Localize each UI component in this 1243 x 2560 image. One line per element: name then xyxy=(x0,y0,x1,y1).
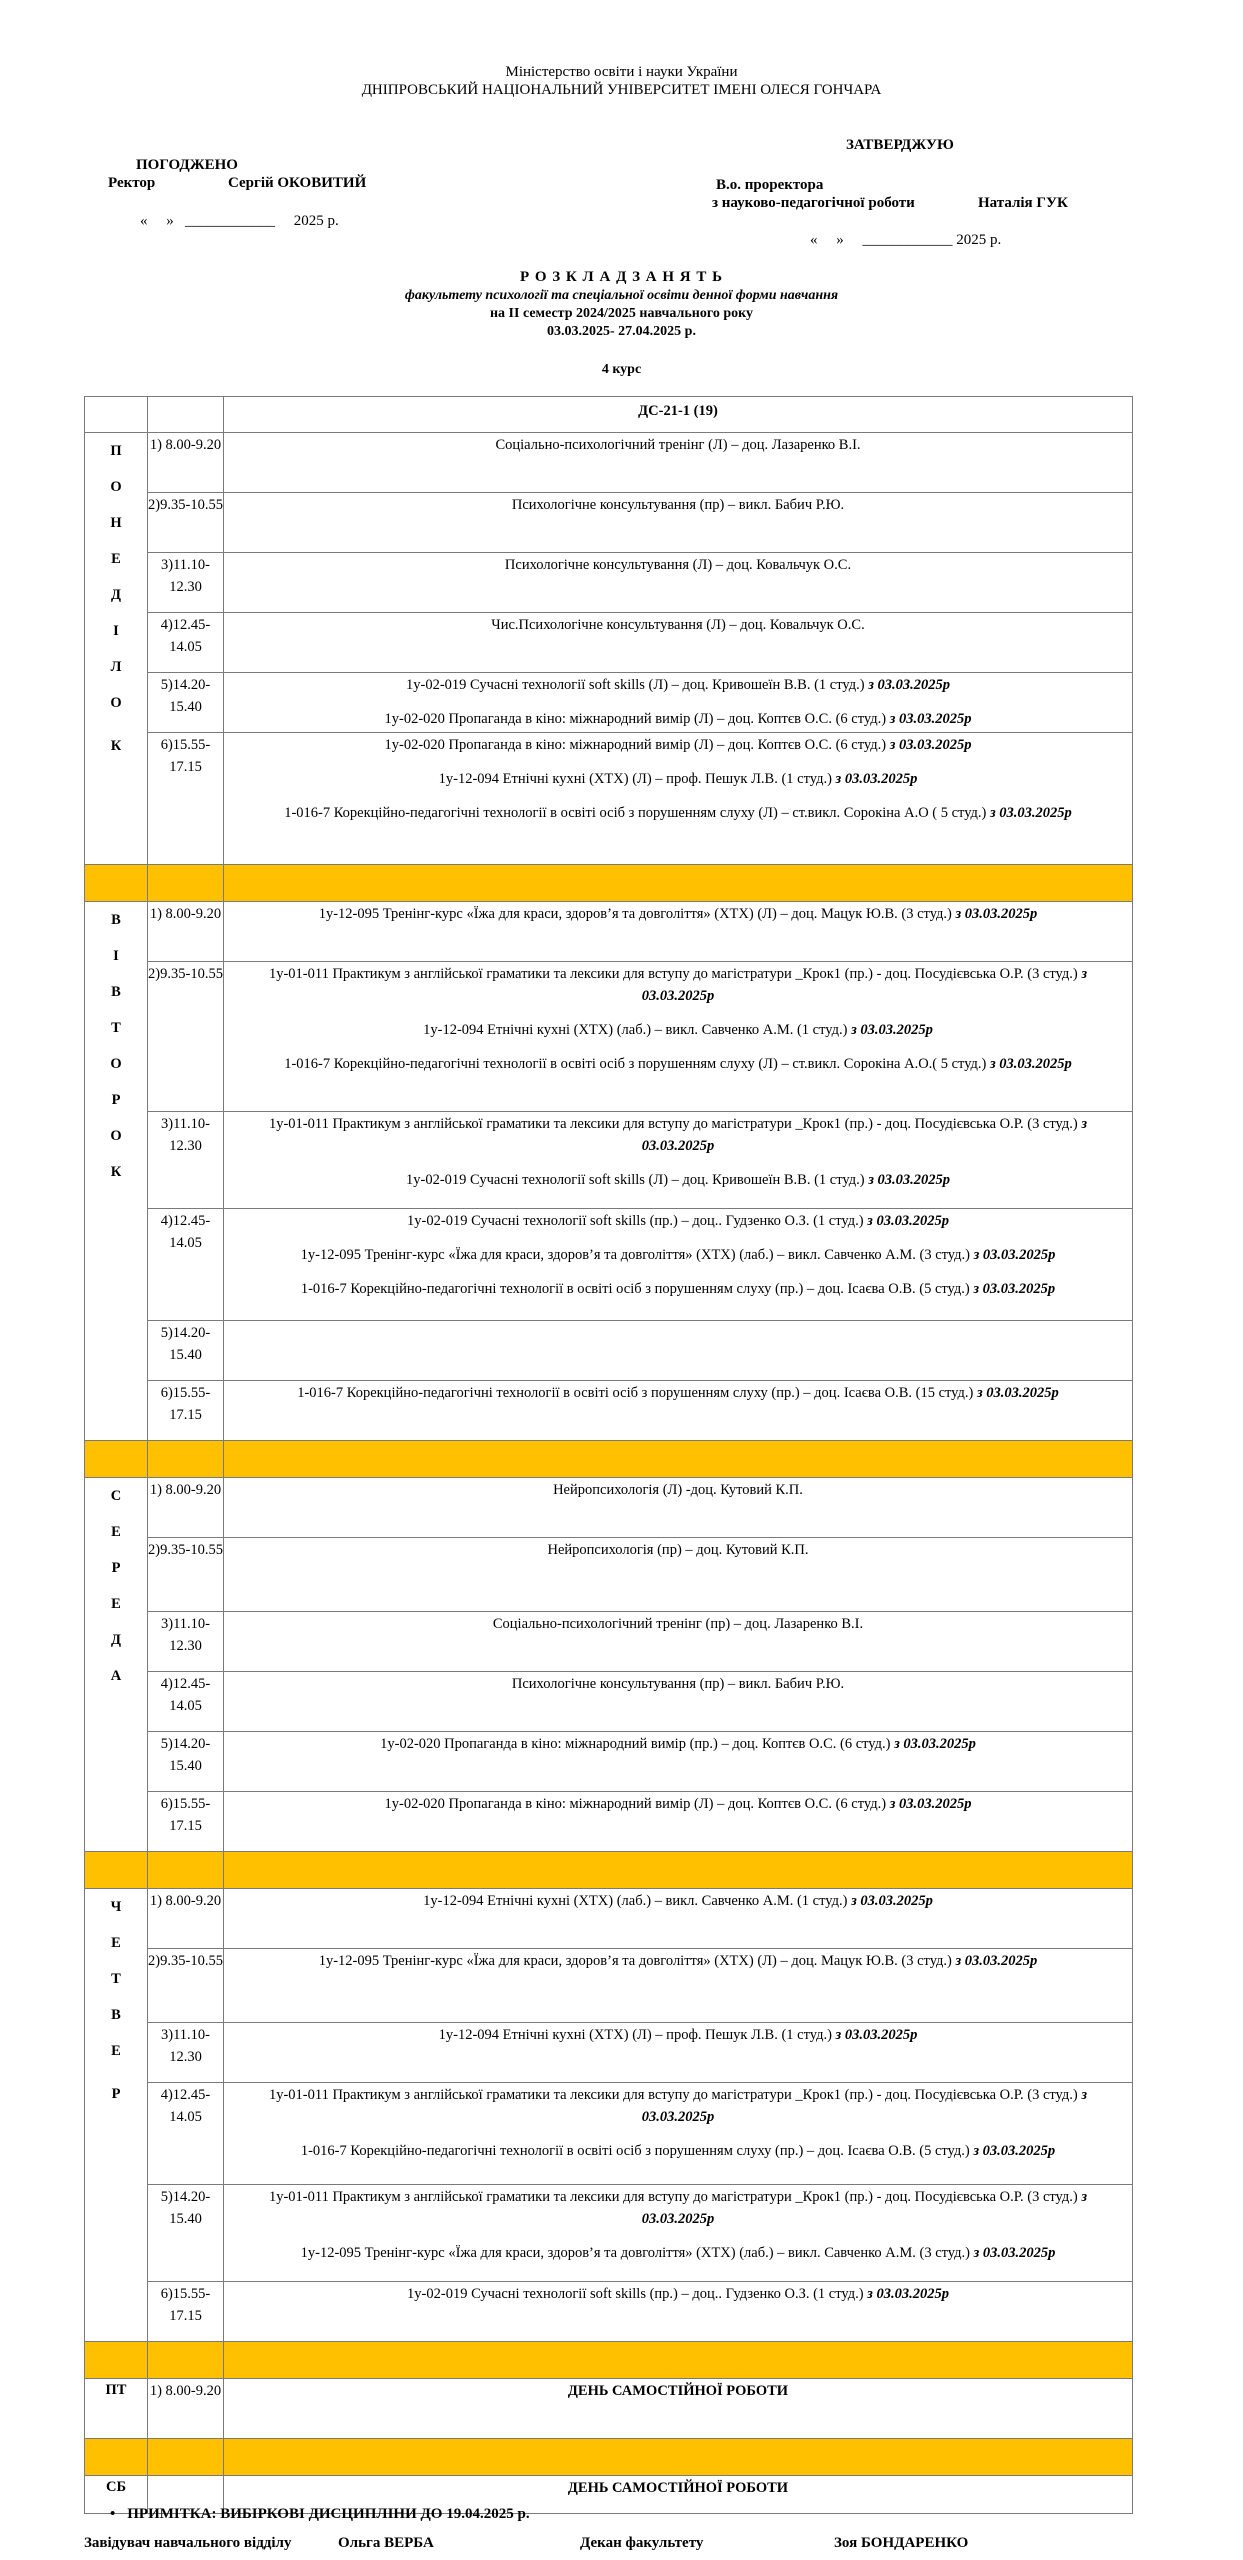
time-cell: 6)15.55-17.15 xyxy=(148,733,224,865)
table-row xyxy=(85,1732,1133,1792)
class-text: 1-016-7 Корекційно-педагогічні технології в освіті осіб з порушенням слуху (Л) – ст.викл. Сорокіна А.О.( 5 студ.) xyxy=(284,1056,991,1072)
class-entry xyxy=(236,1539,1120,1561)
day-letter: Е xyxy=(111,551,121,567)
class-date: з 03.03.2025р xyxy=(889,711,972,727)
time-cell: 1) 8.00-9.20 xyxy=(148,433,224,493)
separator-cell xyxy=(148,1852,224,1889)
table-row xyxy=(85,1612,1133,1672)
approval-right-name: Наталія ГУК xyxy=(978,195,1068,211)
class-text: Соціально-психологічний тренінг (пр) – доц. Лазаренко В.І. xyxy=(492,1616,864,1632)
class-date: з 03.03.2025р xyxy=(955,1953,1038,1969)
day-cell xyxy=(85,902,148,1441)
time-cell: 1) 8.00-9.20 xyxy=(148,1478,224,1538)
class-date: з 03.03.2025р xyxy=(641,2087,1088,2125)
class-date: з 03.03.2025р xyxy=(990,1056,1072,1072)
day-separator-row xyxy=(85,2342,1133,2379)
header-day-cell xyxy=(85,397,148,433)
ministry-line: Міністерство освіти і науки України xyxy=(505,64,738,80)
class-date: з 03.03.2025р xyxy=(894,1736,976,1752)
class-cell xyxy=(224,1209,1133,1321)
day-letter: В xyxy=(111,912,121,928)
day-letter: О xyxy=(110,1056,122,1072)
time-cell: 3)11.10-12.30 xyxy=(148,1112,224,1209)
class-date: з 03.03.2025р xyxy=(955,906,1038,922)
class-entry xyxy=(236,708,1120,730)
class-entry xyxy=(236,2380,1120,2402)
class-date: з 03.03.2025р xyxy=(889,1796,972,1812)
note xyxy=(110,2506,530,2523)
class-entry xyxy=(236,2024,1120,2046)
class-date: з 03.03.2025р xyxy=(973,2245,1056,2261)
class-text: 1у-02-020 Пропаганда в кіно: міжнародний вимір (Л) – доц. Коптєв О.С. (6 студ.) xyxy=(384,1796,890,1812)
approval-right-role2: з науково-педагогічної роботи xyxy=(712,195,915,211)
table-row xyxy=(85,1209,1133,1321)
class-date: з 03.03.2025р xyxy=(973,2143,1056,2159)
approval-left-role: Ректор xyxy=(108,175,156,191)
time-cell: 5)14.20-15.40 xyxy=(148,1732,224,1792)
class-date: з 03.03.2025р xyxy=(641,2189,1088,2227)
class-text: 1у-01-011 Практикум з англійської граматики та лексики для вступу до магістратури _Крок1 (пр.) - доц. Посудієвська О.Р. (3 студ.) xyxy=(268,1116,1082,1132)
class-entry xyxy=(236,1733,1120,1755)
day-letter: Д xyxy=(111,587,121,603)
class-cell xyxy=(224,2023,1133,2083)
class-text: 1-016-7 Корекційно-педагогічні технології в освіті осіб з порушенням слуху (пр.) – доц. Ісаєва О.В. (5 студ.) xyxy=(300,2143,974,2159)
class-cell xyxy=(224,733,1133,865)
day-letters xyxy=(85,1478,147,1694)
class-text: 1-016-7 Корекційно-педагогічні технології в освіті осіб з порушенням слуху (пр.) – доц. Ісаєва О.В. (15 студ.) xyxy=(297,1385,977,1401)
class-cell xyxy=(224,2379,1133,2439)
footer-role-left: Завідувач навчального відділу xyxy=(84,2535,292,2551)
class-cell xyxy=(224,1612,1133,1672)
class-cell xyxy=(224,673,1133,733)
day-letter: Р xyxy=(111,1092,121,1108)
separator-cell xyxy=(148,1441,224,1478)
class-date: з 03.03.2025р xyxy=(641,966,1088,1004)
class-entry xyxy=(236,1053,1120,1075)
table-row xyxy=(85,2379,1133,2439)
day-letter: Д xyxy=(111,1632,121,1648)
day-separator-row xyxy=(85,1441,1133,1478)
class-entry xyxy=(236,494,1120,516)
schedule-faculty: факультету психології та спеціальної освіти денної форми навчання xyxy=(404,288,839,303)
time-cell: 3)11.10-12.30 xyxy=(148,553,224,613)
separator-cell xyxy=(148,2342,224,2379)
table-row xyxy=(85,2185,1133,2282)
class-entry xyxy=(236,1113,1120,1157)
class-text: Чис.Психологічне консультування (Л) – доц. Ковальчук О.С. xyxy=(491,617,865,633)
day-letter: Е xyxy=(111,1596,121,1612)
class-entry xyxy=(236,1793,1120,1815)
day-letter: Т xyxy=(111,1020,121,1036)
class-entry xyxy=(236,734,1120,756)
table-row xyxy=(85,1478,1133,1538)
class-text: 1у-12-094 Етнічні кухні (ХТХ) (Л) – проф. Пешук Л.В. (1 студ.) xyxy=(438,2027,836,2043)
class-date: з 03.03.2025р xyxy=(867,1213,949,1229)
day-separator-row xyxy=(85,1852,1133,1889)
approval-left-title: ПОГОДЖЕНО xyxy=(136,157,238,173)
class-cell xyxy=(224,2185,1133,2282)
time-cell: 4)12.45-14.05 xyxy=(148,2083,224,2185)
table-row xyxy=(85,553,1133,613)
class-entry xyxy=(236,614,1120,636)
class-date: з 03.03.2025р xyxy=(835,771,918,787)
day-letters xyxy=(85,2379,147,2401)
class-cell xyxy=(224,1381,1133,1441)
approval-left-date: « » ____________ 2025 р. xyxy=(140,213,339,229)
bullet-icon: • xyxy=(110,2506,116,2522)
day-separator-row xyxy=(85,865,1133,902)
separator-cell xyxy=(224,2439,1133,2476)
day-letter: Е xyxy=(111,2043,121,2059)
class-date: з 03.03.2025р xyxy=(835,2027,918,2043)
class-entry xyxy=(236,2140,1120,2162)
class-entry xyxy=(236,2283,1120,2305)
class-cell xyxy=(224,1321,1133,1381)
day-letter: К xyxy=(110,738,122,754)
class-entry xyxy=(236,554,1120,576)
day-letter: І xyxy=(113,948,119,964)
day-letter: А xyxy=(110,1668,122,1684)
separator-cell xyxy=(85,2342,148,2379)
table-row xyxy=(85,2282,1133,2342)
class-entry xyxy=(236,1019,1120,1041)
class-date: з 03.03.2025р xyxy=(867,2286,949,2302)
class-text: Нейропсихологія (Л) -доц. Кутовий К.П. xyxy=(553,1482,803,1498)
table-row xyxy=(85,1381,1133,1441)
day-letters xyxy=(85,2476,147,2498)
separator-cell xyxy=(148,2439,224,2476)
class-entry xyxy=(236,903,1120,925)
class-cell xyxy=(224,2083,1133,2185)
day-letter: К xyxy=(110,1164,122,1180)
separator-cell xyxy=(224,1852,1133,1889)
header-time-cell xyxy=(148,397,224,433)
day-letter: Н xyxy=(110,515,122,531)
class-text: 1у-12-094 Етнічні кухні (ХТХ) (лаб.) – викл. Савченко А.М. (1 студ.) xyxy=(423,1022,852,1038)
class-cell xyxy=(224,1538,1133,1612)
time-cell: 5)14.20-15.40 xyxy=(148,673,224,733)
class-entry xyxy=(236,1244,1120,1266)
day-letter: ПТ xyxy=(105,2382,127,2398)
class-entry xyxy=(236,802,1120,824)
table-row xyxy=(85,1889,1133,1949)
class-text: ДЕНЬ САМОСТІЙНОЇ РОБОТИ xyxy=(567,2480,789,2496)
separator-cell xyxy=(85,2439,148,2476)
class-text: 1-016-7 Корекційно-педагогічні технології в освіті осіб з порушенням слуху (Л) – ст.викл. Сорокіна А.О ( 5 студ.) xyxy=(284,805,991,821)
table-row xyxy=(85,613,1133,673)
separator-cell xyxy=(148,865,224,902)
class-entry xyxy=(236,2242,1120,2264)
class-text: 1у-02-020 Пропаганда в кіно: міжнародний вимір (Л) – доц. Коптєв О.С. (6 студ.) xyxy=(384,737,890,753)
class-cell xyxy=(224,1672,1133,1732)
class-entry xyxy=(236,1278,1120,1300)
university-line: ДНІПРОВСЬКИЙ НАЦІОНАЛЬНИЙ УНІВЕРСИТЕТ ІМЕНІ ОЛЕСЯ ГОНЧАРА xyxy=(361,82,882,98)
footer-role-right: Декан факультету xyxy=(580,2535,704,2551)
class-entry xyxy=(236,2084,1120,2128)
schedule-semester: на ІІ семестр 2024/2025 навчального року xyxy=(489,306,754,321)
class-entry xyxy=(236,1950,1120,1972)
day-letter: В xyxy=(111,984,121,1000)
class-date: з 03.03.2025р xyxy=(973,1281,1056,1297)
class-cell xyxy=(224,1949,1133,2023)
class-text: 1у-02-019 Сучасні технології soft skills (Л) – доц. Кривошеїн В.В. (1 студ.) xyxy=(406,677,869,693)
day-letter: Р xyxy=(111,1560,121,1576)
time-cell: 2)9.35-10.55 xyxy=(148,1538,224,1612)
class-text: 1у-01-011 Практикум з англійської граматики та лексики для вступу до магістратури _Крок1 (пр.) - доц. Посудієвська О.Р. (3 студ.) xyxy=(268,2189,1082,2205)
approval-right-role1: В.о. проректора xyxy=(716,177,824,193)
table-row xyxy=(85,1112,1133,1209)
time-cell: 4)12.45-14.05 xyxy=(148,1672,224,1732)
day-letter: О xyxy=(110,1128,122,1144)
table-row xyxy=(85,902,1133,962)
day-cell xyxy=(85,1478,148,1852)
table-row xyxy=(85,1949,1133,2023)
class-entry xyxy=(236,1479,1120,1501)
class-date: з 03.03.2025р xyxy=(641,1116,1088,1154)
time-cell: 6)15.55-17.15 xyxy=(148,1792,224,1852)
table-row xyxy=(85,1672,1133,1732)
class-text: 1у-12-095 Тренінг-курс «Їжа для краси, здоров’я та довголіття» (ХТХ) (лаб.) – викл. Савченко А.М. (3 студ.) xyxy=(300,2245,974,2261)
class-cell xyxy=(224,433,1133,493)
class-text: Психологічне консультування (пр) – викл. Бабич Р.Ю. xyxy=(511,497,845,513)
class-text: 1у-02-019 Сучасні технології soft skills (пр.) – доц.. Гудзенко О.З. (1 студ.) xyxy=(407,2286,868,2302)
class-entry xyxy=(236,434,1120,456)
table-row xyxy=(85,493,1133,553)
time-cell: 3)11.10-12.30 xyxy=(148,2023,224,2083)
class-cell xyxy=(224,1478,1133,1538)
schedule-title: Р О З К Л А Д З А Н Я Т Ь xyxy=(519,269,724,285)
class-date: з 03.03.2025р xyxy=(851,1893,933,1909)
day-letter: Т xyxy=(111,1971,121,1987)
day-cell xyxy=(85,2379,148,2439)
day-letter: СБ xyxy=(105,2479,127,2495)
approval-left-name: Сергій ОКОВИТИЙ xyxy=(228,175,367,191)
class-entry xyxy=(236,1890,1120,1912)
class-text: 1у-01-011 Практикум з англійської граматики та лексики для вступу до магістратури _Крок1 (пр.) - доц. Посудієвська О.Р. (3 студ.) xyxy=(268,2087,1082,2103)
class-cell xyxy=(224,902,1133,962)
time-cell: 2)9.35-10.55 xyxy=(148,962,224,1112)
day-letter: О xyxy=(110,479,122,495)
class-entry xyxy=(236,768,1120,790)
footer-name-right: Зоя БОНДАРЕНКО xyxy=(834,2535,969,2551)
day-separator-row xyxy=(85,2439,1133,2476)
day-letter: С xyxy=(110,1488,122,1504)
class-text: 1у-12-095 Тренінг-курс «Їжа для краси, здоров’я та довголіття» (ХТХ) (лаб.) – викл. Савченко А.М. (3 студ.) xyxy=(300,1247,974,1263)
schedule-table xyxy=(84,396,1133,2514)
class-text: Психологічне консультування (пр) – викл. Бабич Р.Ю. xyxy=(511,1676,845,1692)
approval-right-date: « » ____________ 2025 р. xyxy=(810,232,1002,248)
footer-name-left: Ольга ВЕРБА xyxy=(338,2535,434,2551)
day-letter: І xyxy=(113,623,119,639)
day-letter: В xyxy=(111,2007,121,2023)
class-entry xyxy=(236,1169,1120,1191)
time-cell: 5)14.20-15.40 xyxy=(148,2185,224,2282)
class-date: з 03.03.2025р xyxy=(868,677,950,693)
group-header: ДС-21-1 (19) xyxy=(224,397,1133,433)
note-text: ПРИМІТКА: ВИБІРКОВІ ДИСЦИПЛІНИ ДО 19.04.2025 р. xyxy=(127,2506,530,2522)
separator-cell xyxy=(85,865,148,902)
table-row xyxy=(85,433,1133,493)
time-cell: 3)11.10-12.30 xyxy=(148,1612,224,1672)
day-letters xyxy=(85,1889,147,2105)
class-date: з 03.03.2025р xyxy=(868,1172,950,1188)
time-cell: 1) 8.00-9.20 xyxy=(148,2379,224,2439)
class-date: з 03.03.2025р xyxy=(851,1022,933,1038)
time-cell: 4)12.45-14.05 xyxy=(148,613,224,673)
day-letter: П xyxy=(110,443,122,459)
separator-cell xyxy=(224,1441,1133,1478)
class-text: Психологічне консультування (Л) – доц. Ковальчук О.С. xyxy=(504,557,852,573)
day-letter: Е xyxy=(111,1524,121,1540)
class-entry xyxy=(236,1673,1120,1695)
table-row xyxy=(85,1321,1133,1381)
class-cell xyxy=(224,1732,1133,1792)
class-entry xyxy=(236,1613,1120,1635)
time-cell: 1) 8.00-9.20 xyxy=(148,902,224,962)
day-letter: Р xyxy=(111,2086,121,2102)
time-cell: 4)12.45-14.05 xyxy=(148,1209,224,1321)
class-entry xyxy=(236,1382,1120,1404)
schedule-course: 4 курс xyxy=(601,362,642,377)
table-row xyxy=(85,1538,1133,1612)
table-row xyxy=(85,673,1133,733)
class-entry xyxy=(236,963,1120,1007)
class-text: Соціально-психологічний тренінг (Л) – доц. Лазаренко В.І. xyxy=(495,437,861,453)
day-letter: Л xyxy=(110,659,122,675)
class-text: 1у-02-020 Пропаганда в кіно: міжнародний вимір (пр.) – доц. Коптєв О.С. (6 студ.) xyxy=(380,1736,895,1752)
time-cell: 5)14.20-15.40 xyxy=(148,1321,224,1381)
class-cell xyxy=(224,2282,1133,2342)
class-entry xyxy=(236,2477,1120,2499)
class-entry xyxy=(236,2186,1120,2230)
time-cell: 1) 8.00-9.20 xyxy=(148,1889,224,1949)
class-cell xyxy=(224,613,1133,673)
class-cell xyxy=(224,1792,1133,1852)
class-text: 1у-02-019 Сучасні технології soft skills (пр.) – доц.. Гудзенко О.З. (1 студ.) xyxy=(407,1213,868,1229)
table-header-row xyxy=(85,397,1133,433)
time-cell: 6)15.55-17.15 xyxy=(148,1381,224,1441)
separator-cell xyxy=(85,1441,148,1478)
table-row xyxy=(85,962,1133,1112)
class-entry xyxy=(236,1210,1120,1232)
time-cell: 2)9.35-10.55 xyxy=(148,493,224,553)
class-date: з 03.03.2025р xyxy=(976,1385,1059,1401)
time-cell: 6)15.55-17.15 xyxy=(148,2282,224,2342)
separator-cell xyxy=(224,2342,1133,2379)
table-row xyxy=(85,1792,1133,1852)
class-cell xyxy=(224,1112,1133,1209)
separator-cell xyxy=(224,865,1133,902)
class-date: з 03.03.2025р xyxy=(973,1247,1056,1263)
table-row xyxy=(85,733,1133,865)
class-text: 1у-02-020 Пропаганда в кіно: міжнародний вимір (Л) – доц. Коптєв О.С. (6 студ.) xyxy=(384,711,890,727)
approval-right-title: ЗАТВЕРДЖУЮ xyxy=(846,137,954,153)
table-row xyxy=(85,2083,1133,2185)
class-cell xyxy=(224,493,1133,553)
day-cell xyxy=(85,1889,148,2342)
class-cell xyxy=(224,962,1133,1112)
class-date: з 03.03.2025р xyxy=(990,805,1072,821)
class-text: 1у-12-095 Тренінг-курс «Їжа для краси, здоров’я та довголіття» (ХТХ) (Л) – доц. Мацук Ю.В. (3 студ.) xyxy=(318,1953,956,1969)
class-date: з 03.03.2025р xyxy=(889,737,972,753)
day-letter: Ч xyxy=(110,1899,122,1915)
class-text: 1у-12-094 Етнічні кухні (ХТХ) (Л) – проф. Пешук Л.В. (1 студ.) xyxy=(438,771,836,787)
time-cell: 2)9.35-10.55 xyxy=(148,1949,224,2023)
day-letter: О xyxy=(110,695,122,711)
class-text: Нейропсихологія (пр) – доц. Кутовий К.П. xyxy=(547,1542,809,1558)
class-text: 1-016-7 Корекційно-педагогічні технології в освіті осіб з порушенням слуху (пр.) – доц. Ісаєва О.В. (5 студ.) xyxy=(300,1281,974,1297)
day-letter: Е xyxy=(111,1935,121,1951)
table-row xyxy=(85,2023,1133,2083)
day-letters xyxy=(85,902,147,1190)
class-cell xyxy=(224,553,1133,613)
separator-cell xyxy=(85,1852,148,1889)
class-text: 1у-02-019 Сучасні технології soft skills (Л) – доц. Кривошеїн В.В. (1 студ.) xyxy=(406,1172,869,1188)
class-cell xyxy=(224,1889,1133,1949)
class-text: 1у-01-011 Практикум з англійської граматики та лексики для вступу до магістратури _Крок1 (пр.) - доц. Посудієвська О.Р. (3 студ.) xyxy=(268,966,1082,982)
class-text: 1у-12-094 Етнічні кухні (ХТХ) (лаб.) – викл. Савченко А.М. (1 студ.) xyxy=(423,1893,852,1909)
day-cell xyxy=(85,433,148,865)
schedule-dates: 03.03.2025- 27.04.2025 р. xyxy=(547,324,696,339)
class-text: ДЕНЬ САМОСТІЙНОЇ РОБОТИ xyxy=(567,2383,789,2399)
class-entry xyxy=(236,674,1120,696)
day-letters xyxy=(85,433,147,757)
class-text: 1у-12-095 Тренінг-курс «Їжа для краси, здоров’я та довголіття» (ХТХ) (Л) – доц. Мацук Ю.В. (3 студ.) xyxy=(318,906,956,922)
